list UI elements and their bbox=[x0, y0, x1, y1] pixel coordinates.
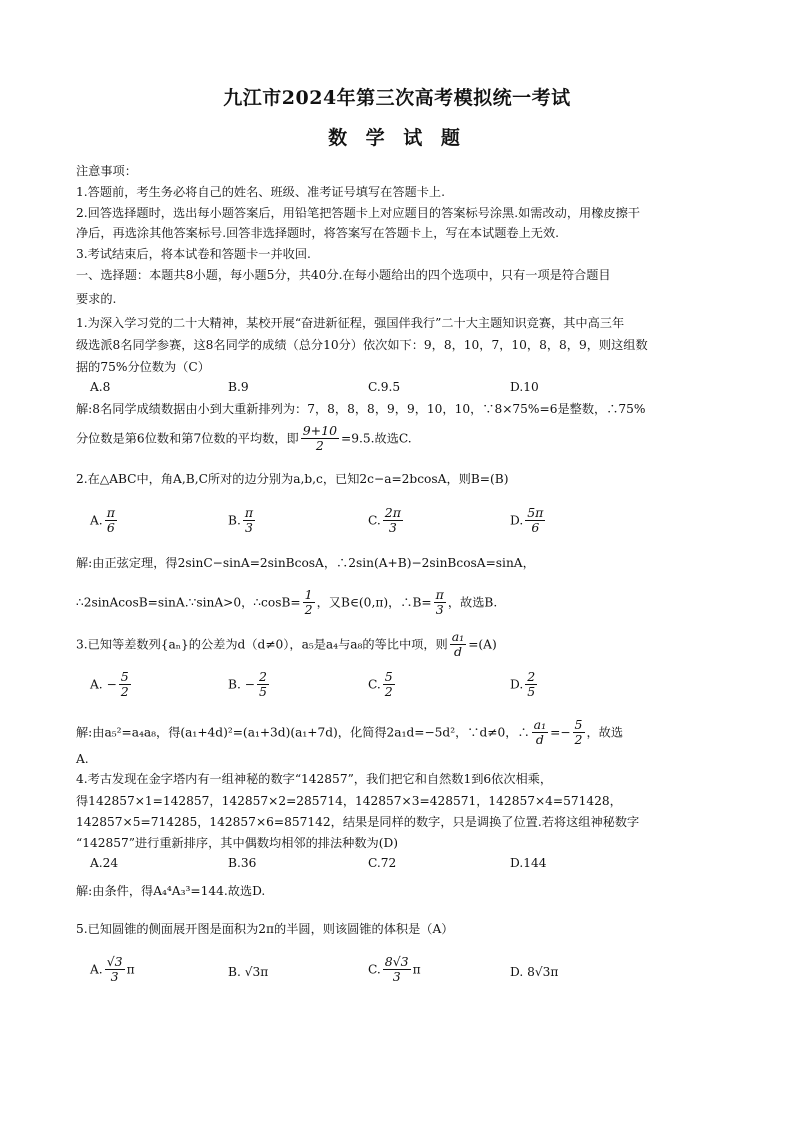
q5-option-d bbox=[510, 963, 558, 982]
note-2-line-2: 净后，再选涂其他答案标号.回答非选择题时，将答案写在答题卡上，写在本试题卷上无效. bbox=[76, 226, 560, 240]
q2-solution-text-b: ，又B∈(0,π)，∴B= bbox=[316, 595, 432, 610]
q3-options bbox=[90, 670, 730, 710]
fraction-denominator: 2 bbox=[120, 684, 129, 700]
q2-option-d bbox=[510, 506, 547, 536]
fraction-denominator: 5 bbox=[258, 684, 267, 700]
option-text: √3π bbox=[244, 965, 269, 980]
q3-stem-text-b: =(A) bbox=[468, 637, 497, 652]
option-fraction bbox=[525, 506, 545, 536]
fraction-denominator: 2 bbox=[574, 732, 583, 748]
q3-stem-text-a: 3.已知等差数列{aₙ}的公差为d（d≠0），a₅是a₄与a₈的等比中项，则 bbox=[76, 637, 448, 652]
fraction-numerator: 2 bbox=[258, 669, 267, 684]
option-fraction bbox=[105, 506, 117, 536]
option-sign: − bbox=[106, 677, 117, 692]
fraction-numerator: 5 bbox=[574, 717, 583, 732]
q3-solution-text-b: =− bbox=[550, 725, 571, 740]
q2-solution-line-2 bbox=[76, 588, 726, 618]
fraction-numerator: 1 bbox=[304, 587, 313, 602]
option-label: D. bbox=[510, 513, 524, 528]
option-label: D. bbox=[510, 677, 524, 692]
q2-solution-text-c: ，故选B. bbox=[447, 595, 498, 610]
q1-solution-fraction bbox=[301, 424, 339, 454]
fraction-denominator: 3 bbox=[244, 520, 253, 536]
q3-option-d bbox=[510, 670, 539, 700]
q1-stem-line-3: 据的75%分位数为（C） bbox=[76, 360, 210, 374]
q4-option-c: C.72 bbox=[368, 856, 397, 870]
exam-subtitle: 数 学 试 题 bbox=[328, 127, 466, 149]
fraction-numerator: 5 bbox=[120, 669, 129, 684]
q3-solution-text-a: 解:由a₅²=a₄a₈，得(a₁+4d)²=(a₁+3d)(a₁+7d)，化简得2a₁d=−5d²，∵d≠0，∴ bbox=[76, 725, 530, 740]
option-label: B. bbox=[228, 513, 241, 528]
option-text: 8√3π bbox=[527, 965, 559, 980]
fraction-denominator: d bbox=[535, 732, 544, 748]
fraction-denominator: 6 bbox=[106, 520, 115, 536]
q3-solution-fraction-2 bbox=[573, 718, 585, 748]
section-heading-line-2: 要求的. bbox=[76, 292, 117, 306]
q4-stem-line-1: 4.考古发现在金字塔内有一组神秘的数字“142857”，我们把它和自然数1到6依次相乘， bbox=[76, 772, 553, 786]
section-heading-line-1: 一、选择题：本题共8小题，每小题5分，共40分.在每小题给出的四个选项中，只有一项是符合题目 bbox=[76, 268, 611, 282]
q2-option-a bbox=[90, 506, 119, 536]
notes-heading: 注意事项： bbox=[76, 164, 137, 178]
option-label: C. bbox=[368, 513, 381, 528]
option-fraction bbox=[257, 670, 269, 700]
fraction-numerator: 5π bbox=[527, 505, 544, 520]
q3-solution-line-1 bbox=[76, 718, 726, 748]
q2-solution-fraction-2 bbox=[434, 588, 446, 618]
option-fraction bbox=[383, 670, 395, 700]
q5-option-c bbox=[368, 955, 421, 985]
q4-option-b: B.36 bbox=[228, 856, 257, 870]
q5-options bbox=[90, 955, 730, 997]
q4-stem-line-3: 142857×5=714285，142857×6=857142，结果是同样的数字，只是调换了位置.若将这组神秘数字 bbox=[76, 815, 640, 829]
option-fraction bbox=[243, 506, 255, 536]
note-1: 1.答题前，考生务必将自己的姓名、班级、准考证号填写在答题卡上. bbox=[76, 185, 445, 199]
q1-options bbox=[90, 378, 730, 400]
q5-option-b bbox=[228, 963, 268, 982]
option-label: B. bbox=[228, 965, 241, 980]
q5-option-a bbox=[90, 955, 135, 985]
exam-title: 九江市2024年第三次高考模拟统一考试 bbox=[223, 87, 571, 109]
fraction-numerator: 5 bbox=[384, 669, 393, 684]
fraction-numerator: 2 bbox=[527, 669, 536, 684]
q2-solution-text-a: ∴2sinAcosB=sinA.∵sinA>0，∴cosB= bbox=[76, 595, 301, 610]
q3-solution-fraction-1 bbox=[532, 718, 548, 748]
q2-option-c bbox=[368, 506, 405, 536]
q2-stem: 2.在△ABC中，角A,B,C所对的边分别为a,b,c，已知2c−a=2bcosA，则B=(B) bbox=[76, 472, 509, 486]
fraction-numerator: π bbox=[435, 587, 444, 602]
option-tail: π bbox=[126, 962, 135, 977]
q4-solution: 解:由条件，得A₄⁴A₃³=144.故选D. bbox=[76, 884, 266, 898]
option-label: B. bbox=[228, 677, 241, 692]
fraction-denominator: 2 bbox=[315, 438, 324, 454]
fraction-denominator: 3 bbox=[392, 969, 401, 985]
q3-option-c bbox=[368, 670, 397, 700]
q4-option-d: D.144 bbox=[510, 856, 547, 870]
q1-solution-text-b: =9.5.故选C. bbox=[341, 431, 412, 446]
q2-solution-line-1: 解:由正弦定理，得2sinC−sinA=2sinBcosA，∴2sin(A+B)−2sinBcosA=sinA， bbox=[76, 556, 535, 570]
q3-solution-text-c: ，故选 bbox=[586, 725, 624, 740]
fraction-numerator: 9+10 bbox=[302, 423, 338, 438]
q1-solution-line-2 bbox=[76, 424, 726, 454]
q1-stem-line-2: 级选派8名同学参赛，这8名同学的成绩（总分10分）依次如下：9，8，10，7，10，8，8，9，则这组数 bbox=[76, 338, 648, 352]
option-fraction bbox=[105, 955, 125, 985]
fraction-denominator: 2 bbox=[384, 684, 393, 700]
fraction-numerator: 2π bbox=[384, 505, 401, 520]
fraction-numerator: a₁ bbox=[451, 629, 465, 644]
option-fraction bbox=[383, 506, 403, 536]
q4-stem-line-2: 得142857×1=142857，142857×2=285714，142857×3=428571，142857×4=571428， bbox=[76, 794, 622, 808]
option-label: A. bbox=[90, 677, 103, 692]
fraction-numerator: π bbox=[106, 505, 115, 520]
note-2-line-1: 2.回答选择题时，选出每小题答案后，用铅笔把答题卡上对应题目的答案标号涂黑.如需改动，用橡皮擦干 bbox=[76, 206, 640, 220]
q1-option-b: B.9 bbox=[228, 380, 249, 394]
q3-option-a bbox=[90, 670, 133, 700]
fraction-denominator: 3 bbox=[388, 520, 397, 536]
fraction-denominator: 2 bbox=[304, 602, 313, 618]
q4-stem-line-4: “142857”进行重新排序，其中偶数均相邻的排法种数为(D) bbox=[76, 836, 399, 850]
option-label: A. bbox=[90, 513, 103, 528]
q2-option-b bbox=[228, 506, 257, 536]
q4-options bbox=[90, 854, 730, 876]
q1-solution-line-1: 解:8名同学成绩数据由小到大重新排列为：7，8，8，8，9，9，10，10，∵8×75%=6是整数，∴75% bbox=[76, 402, 646, 416]
q1-stem-line-1: 1.为深入学习党的二十大精神，某校开展“奋进新征程，强国伴我行”二十大主题知识竞赛，其中高三年 bbox=[76, 316, 625, 330]
option-fraction bbox=[525, 670, 537, 700]
option-label: C. bbox=[368, 677, 381, 692]
fraction-denominator: 3 bbox=[110, 969, 119, 985]
option-tail: π bbox=[412, 962, 421, 977]
fraction-numerator: 8√3 bbox=[384, 954, 409, 969]
fraction-denominator: 5 bbox=[527, 684, 536, 700]
q1-option-d: D.10 bbox=[510, 380, 539, 394]
q5-stem: 5.已知圆锥的侧面展开图是面积为2π的半圆，则该圆锥的体积是（A） bbox=[76, 922, 454, 936]
fraction-denominator: d bbox=[453, 644, 462, 660]
fraction-denominator: 3 bbox=[435, 602, 444, 618]
q4-option-a: A.24 bbox=[90, 856, 119, 870]
q1-option-c: C.9.5 bbox=[368, 380, 401, 394]
option-label: D. bbox=[510, 965, 524, 980]
q2-options bbox=[90, 506, 730, 546]
option-fraction bbox=[383, 955, 411, 985]
option-label: A. bbox=[90, 962, 103, 977]
option-label: C. bbox=[368, 962, 381, 977]
fraction-numerator: √3 bbox=[106, 954, 123, 969]
option-fraction bbox=[119, 670, 131, 700]
q3-option-b bbox=[228, 670, 271, 700]
q2-solution-fraction-1 bbox=[303, 588, 315, 618]
option-sign: − bbox=[244, 677, 255, 692]
q3-solution-line-2: A. bbox=[76, 752, 89, 766]
q3-stem bbox=[76, 630, 726, 660]
q1-solution-text-a: 分位数是第6位数和第7位数的平均数，即 bbox=[76, 431, 299, 446]
q1-option-a: A.8 bbox=[90, 380, 111, 394]
q3-stem-fraction bbox=[450, 630, 466, 660]
fraction-numerator: a₁ bbox=[533, 717, 547, 732]
fraction-denominator: 6 bbox=[531, 520, 540, 536]
fraction-numerator: π bbox=[244, 505, 254, 520]
note-3: 3.考试结束后，将本试卷和答题卡一并收回. bbox=[76, 247, 311, 261]
